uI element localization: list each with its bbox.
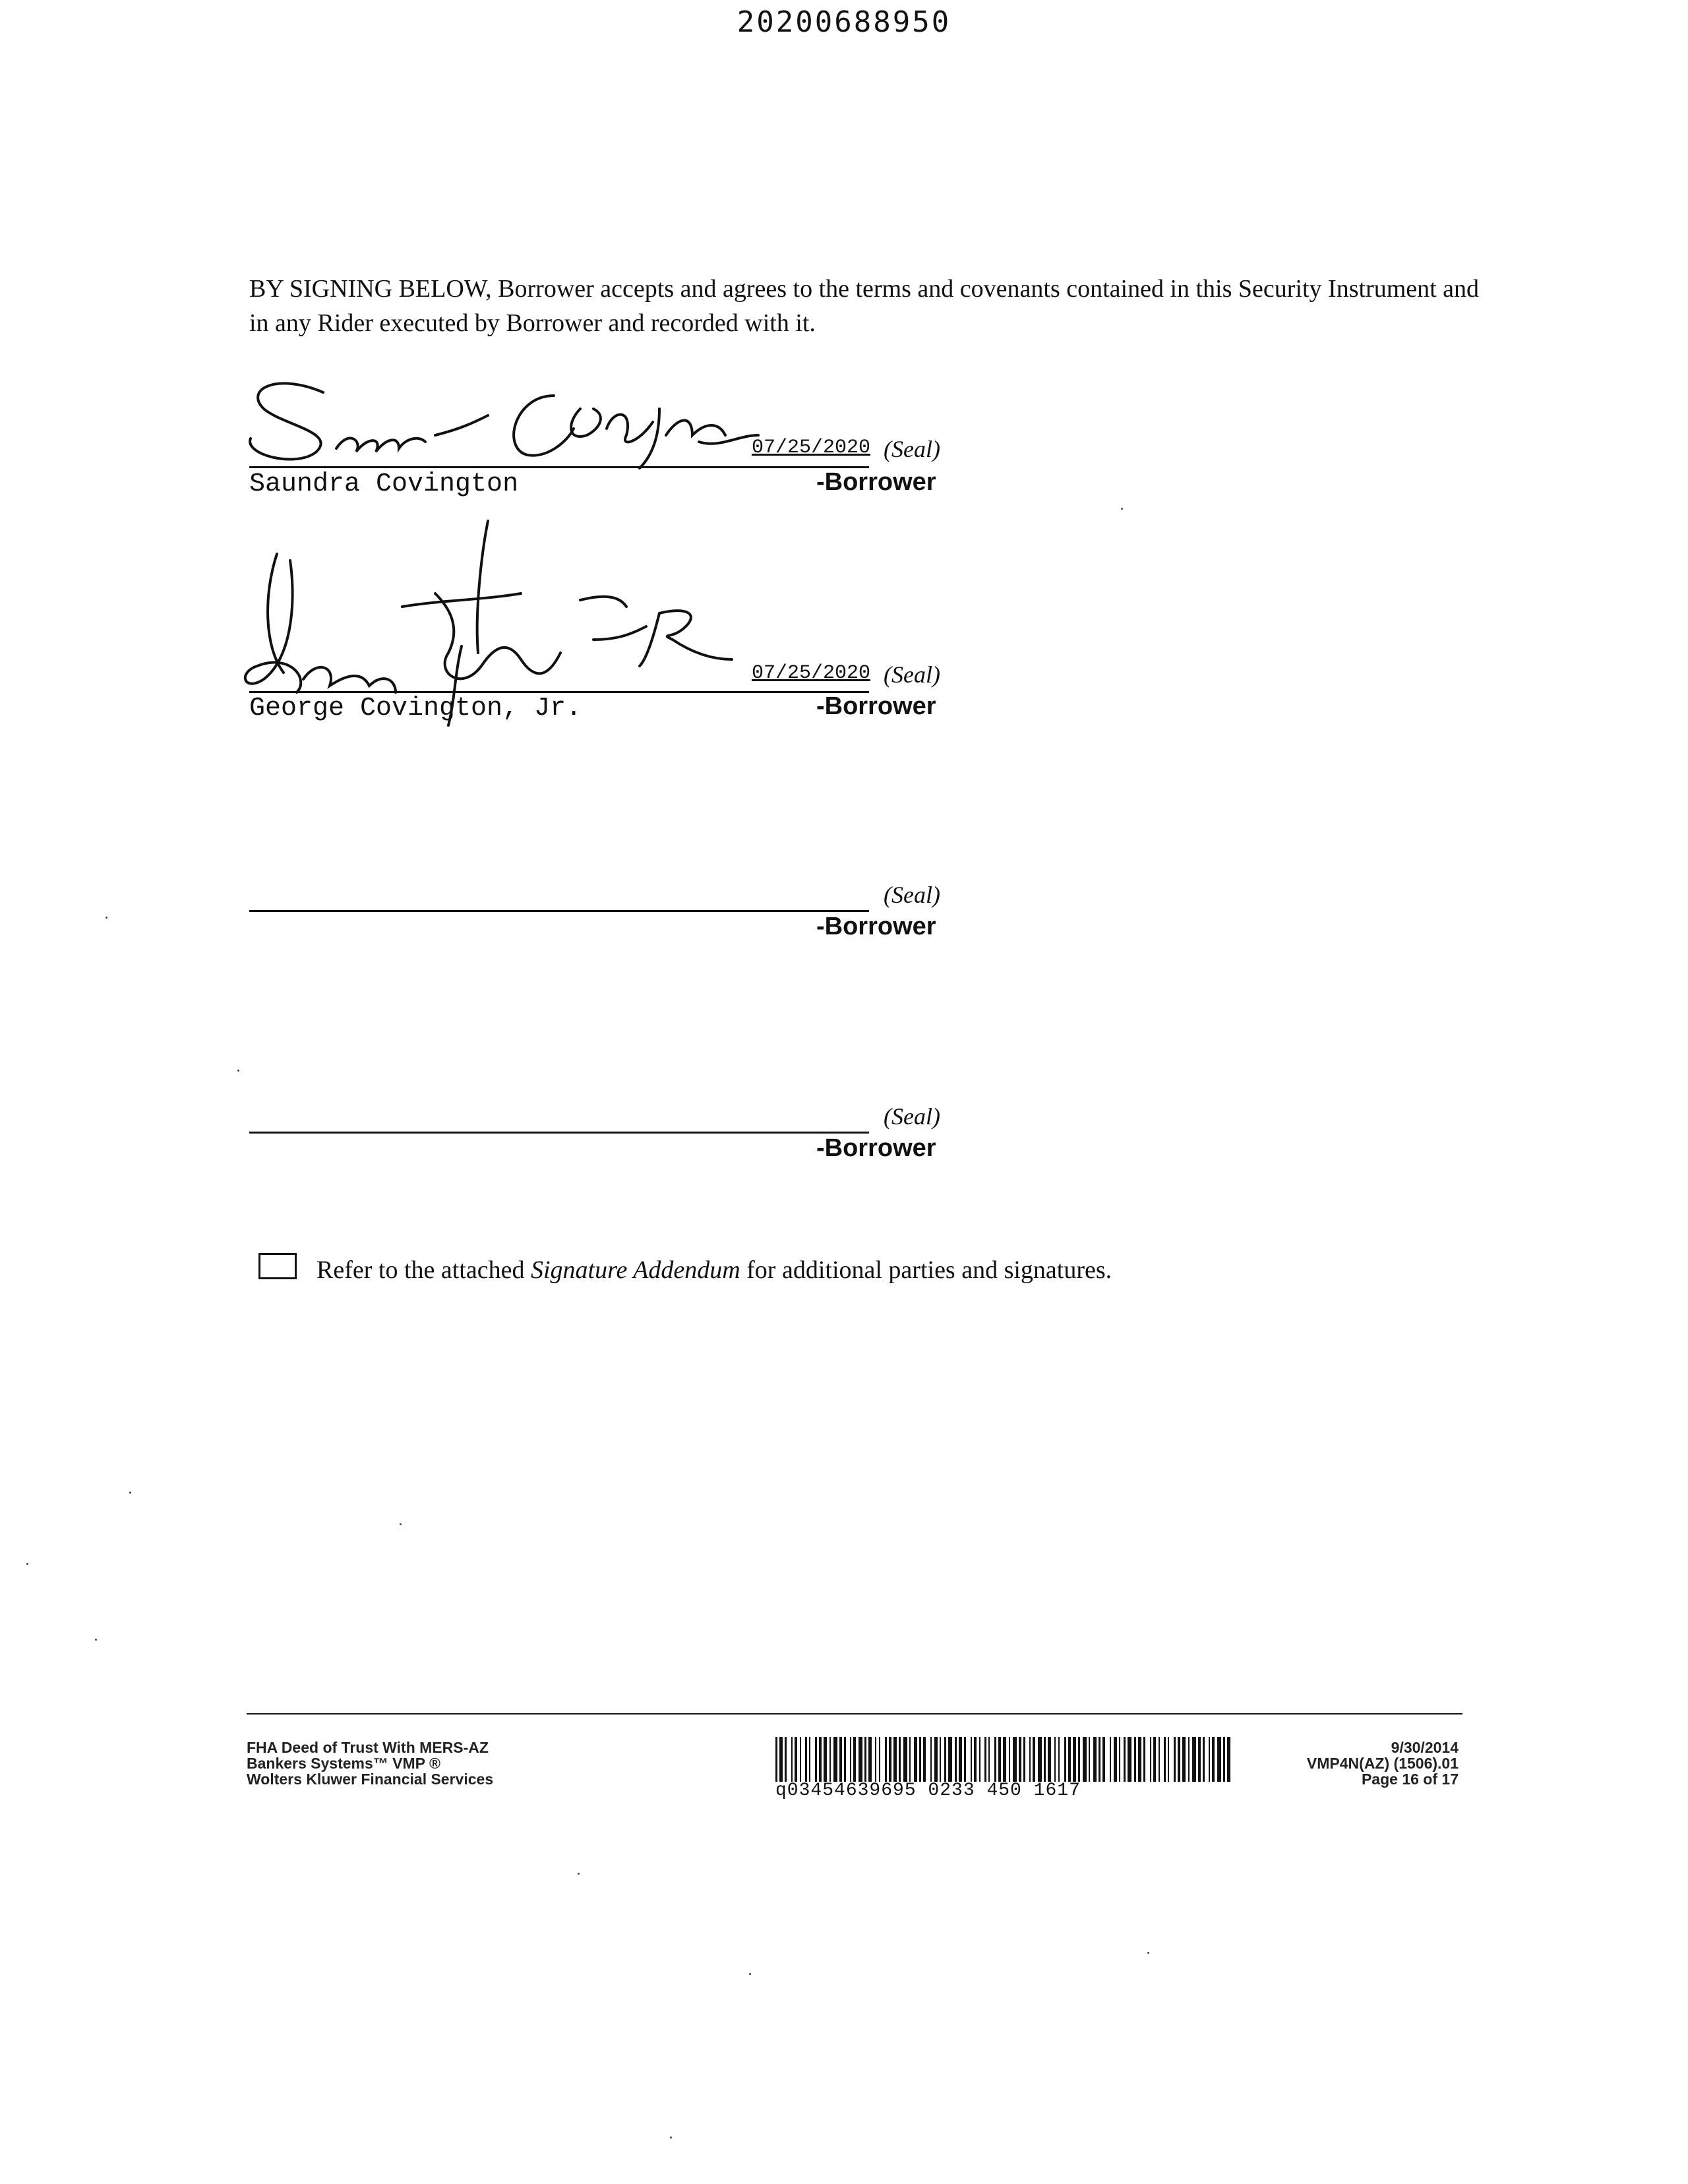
barcode-bar bbox=[899, 1737, 901, 1782]
barcode-bar bbox=[853, 1737, 856, 1782]
barcode bbox=[775, 1737, 1232, 1782]
seal-label-4: (Seal) bbox=[884, 1103, 940, 1130]
barcode-bar bbox=[1033, 1737, 1035, 1782]
seal-label-3: (Seal) bbox=[884, 882, 940, 908]
barcode-bar bbox=[1013, 1737, 1017, 1782]
barcode-bar bbox=[815, 1737, 817, 1782]
barcode-bar bbox=[844, 1737, 846, 1782]
barcode-bar bbox=[1029, 1737, 1031, 1782]
barcode-bar bbox=[893, 1737, 897, 1782]
scan-speck bbox=[578, 1873, 580, 1875]
recording-number: 20200688950 bbox=[737, 5, 951, 39]
barcode-bar bbox=[1102, 1737, 1105, 1782]
barcode-bar bbox=[879, 1737, 880, 1782]
scan-speck bbox=[26, 1563, 28, 1565]
barcode-bar bbox=[940, 1737, 941, 1782]
barcode-bar bbox=[1217, 1737, 1221, 1782]
barcode-bar bbox=[775, 1737, 777, 1782]
barcode-bar bbox=[850, 1737, 851, 1782]
barcode-bar bbox=[974, 1737, 977, 1782]
scan-speck bbox=[129, 1492, 131, 1494]
signature-line-3 bbox=[249, 910, 869, 912]
role-label-1: -Borrower bbox=[816, 468, 936, 496]
footer-form-info bbox=[247, 1740, 493, 1787]
footer-page-number: Page 16 of 17 bbox=[1361, 1771, 1459, 1788]
barcode-bar bbox=[923, 1737, 926, 1782]
scan-speck bbox=[1121, 508, 1123, 510]
signature-line-2 bbox=[249, 691, 869, 693]
barcode-bar bbox=[979, 1737, 980, 1782]
footer-form-title: FHA Deed of Trust With MERS-AZ bbox=[247, 1739, 489, 1756]
barcode-bar bbox=[1212, 1737, 1215, 1782]
barcode-bar bbox=[1138, 1737, 1141, 1782]
barcode-bar bbox=[994, 1737, 996, 1782]
signature-date-2: 07/25/2020 bbox=[752, 662, 871, 684]
scan-speck bbox=[749, 1973, 751, 1975]
signature-addendum-checkbox[interactable] bbox=[258, 1253, 297, 1279]
footer-page-info bbox=[1226, 1740, 1459, 1787]
barcode-bar bbox=[1174, 1737, 1176, 1782]
signer-name-2: George Covington, Jr. bbox=[249, 694, 582, 723]
barcode-bar bbox=[833, 1737, 837, 1782]
barcode-bar bbox=[868, 1737, 872, 1782]
barcode-bar bbox=[948, 1737, 952, 1782]
barcode-bar bbox=[809, 1737, 810, 1782]
barcode-bar bbox=[919, 1737, 921, 1782]
barcode-bar bbox=[1023, 1737, 1025, 1782]
barcode-bar bbox=[1019, 1737, 1021, 1782]
addendum-text-after: for additional parties and signatures. bbox=[740, 1256, 1112, 1284]
barcode-bar bbox=[1083, 1737, 1087, 1782]
barcode-bar bbox=[903, 1737, 907, 1782]
barcode-bar bbox=[1203, 1737, 1205, 1782]
barcode-bar bbox=[1182, 1737, 1186, 1782]
barcode-bar bbox=[1110, 1737, 1111, 1782]
seal-label-2: (Seal) bbox=[884, 661, 940, 688]
barcode-bar bbox=[909, 1737, 911, 1782]
role-label-3: -Borrower bbox=[816, 913, 936, 940]
barcode-bar bbox=[1048, 1737, 1051, 1782]
barcode-bar bbox=[1093, 1737, 1097, 1782]
barcode-bar bbox=[1159, 1737, 1160, 1782]
footer-form-code: VMP4N(AZ) (1506).01 bbox=[1306, 1755, 1459, 1772]
barcode-bar bbox=[988, 1737, 990, 1782]
barcode-bar bbox=[791, 1737, 793, 1782]
barcode-bar bbox=[944, 1737, 946, 1782]
barcode-bar bbox=[1064, 1737, 1066, 1782]
barcode-number: q03454639695 0233 450 1617 bbox=[775, 1780, 1081, 1801]
scan-speck bbox=[1147, 1952, 1149, 1954]
barcode-bar bbox=[1078, 1737, 1080, 1782]
barcode-bar bbox=[930, 1737, 932, 1782]
barcode-bar bbox=[1068, 1737, 1071, 1782]
barcode-bar bbox=[885, 1737, 887, 1782]
barcode-bar bbox=[1044, 1737, 1046, 1782]
scan-speck bbox=[95, 1639, 97, 1641]
barcode-bar bbox=[1099, 1737, 1100, 1782]
barcode-bar bbox=[1164, 1737, 1166, 1782]
barcode-bar bbox=[824, 1737, 827, 1782]
barcode-bar bbox=[1143, 1737, 1145, 1782]
barcode-bar bbox=[805, 1737, 807, 1782]
barcode-bar bbox=[1192, 1737, 1196, 1782]
barcode-bar bbox=[859, 1737, 862, 1782]
barcode-bar bbox=[971, 1737, 972, 1782]
footer-publisher: Bankers Systems™ VMP ® bbox=[247, 1755, 440, 1772]
role-label-4: -Borrower bbox=[816, 1134, 936, 1162]
scan-speck bbox=[106, 917, 107, 919]
signature-date-1: 07/25/2020 bbox=[752, 437, 871, 459]
barcode-bar bbox=[914, 1737, 917, 1782]
barcode-bar bbox=[1223, 1737, 1225, 1782]
barcode-bar bbox=[1178, 1737, 1180, 1782]
barcode-bar bbox=[984, 1737, 986, 1782]
barcode-bar bbox=[1003, 1737, 1006, 1782]
barcode-bar bbox=[1119, 1737, 1120, 1782]
barcode-bar bbox=[819, 1737, 822, 1782]
barcode-bar bbox=[1153, 1737, 1156, 1782]
barcode-bar bbox=[1114, 1737, 1117, 1782]
barcode-bar bbox=[1009, 1737, 1010, 1782]
signature-line-1 bbox=[249, 466, 869, 468]
barcode-bar bbox=[1209, 1737, 1210, 1782]
barcode-bar bbox=[998, 1737, 1001, 1782]
barcode-bar bbox=[1038, 1737, 1042, 1782]
barcode-bar bbox=[959, 1737, 962, 1782]
barcode-bar bbox=[1054, 1737, 1056, 1782]
barcode-bar bbox=[1168, 1737, 1169, 1782]
barcode-bar bbox=[934, 1737, 938, 1782]
scan-speck bbox=[670, 2137, 672, 2138]
barcode-bar bbox=[1058, 1737, 1060, 1782]
barcode-bar bbox=[1150, 1737, 1151, 1782]
barcode-bar bbox=[1089, 1737, 1090, 1782]
barcode-bar bbox=[875, 1737, 876, 1782]
seal-label-1: (Seal) bbox=[884, 436, 940, 462]
footer-form-date: 9/30/2014 bbox=[1391, 1739, 1459, 1756]
addendum-title: Signature Addendum bbox=[530, 1256, 740, 1284]
barcode-bar bbox=[800, 1737, 801, 1782]
barcode-bar bbox=[1188, 1737, 1190, 1782]
role-label-2: -Borrower bbox=[816, 692, 936, 720]
barcode-bar bbox=[864, 1737, 866, 1782]
barcode-bar bbox=[1124, 1737, 1126, 1782]
footer-divider bbox=[247, 1713, 1462, 1714]
scan-speck bbox=[237, 1070, 239, 1072]
barcode-bar bbox=[839, 1737, 842, 1782]
barcode-bar bbox=[1198, 1737, 1201, 1782]
barcode-bar bbox=[889, 1737, 891, 1782]
barcode-bar bbox=[829, 1737, 831, 1782]
barcode-bar bbox=[1134, 1737, 1136, 1782]
footer-company: Wolters Kluwer Financial Services bbox=[247, 1771, 494, 1788]
scan-speck bbox=[400, 1523, 402, 1525]
signing-statement: BY SIGNING BELOW, Borrower accepts and agrees to the terms and covenants contained in this Security Instrument and in any Rider executed by Borrower and recorded with it. bbox=[249, 275, 1480, 337]
addendum-text-before: Refer to the attached bbox=[316, 1256, 531, 1284]
barcode-bar bbox=[955, 1737, 957, 1782]
signer-name-1: Saundra Covington bbox=[249, 470, 519, 499]
barcode-bar bbox=[964, 1737, 966, 1782]
barcode-bar bbox=[785, 1737, 787, 1782]
barcode-bar bbox=[779, 1737, 783, 1782]
barcode-bar bbox=[1073, 1737, 1076, 1782]
addendum-label bbox=[316, 1256, 1112, 1285]
barcode-bar bbox=[795, 1737, 797, 1782]
barcode-bar bbox=[1128, 1737, 1131, 1782]
signature-line-4 bbox=[249, 1132, 869, 1134]
